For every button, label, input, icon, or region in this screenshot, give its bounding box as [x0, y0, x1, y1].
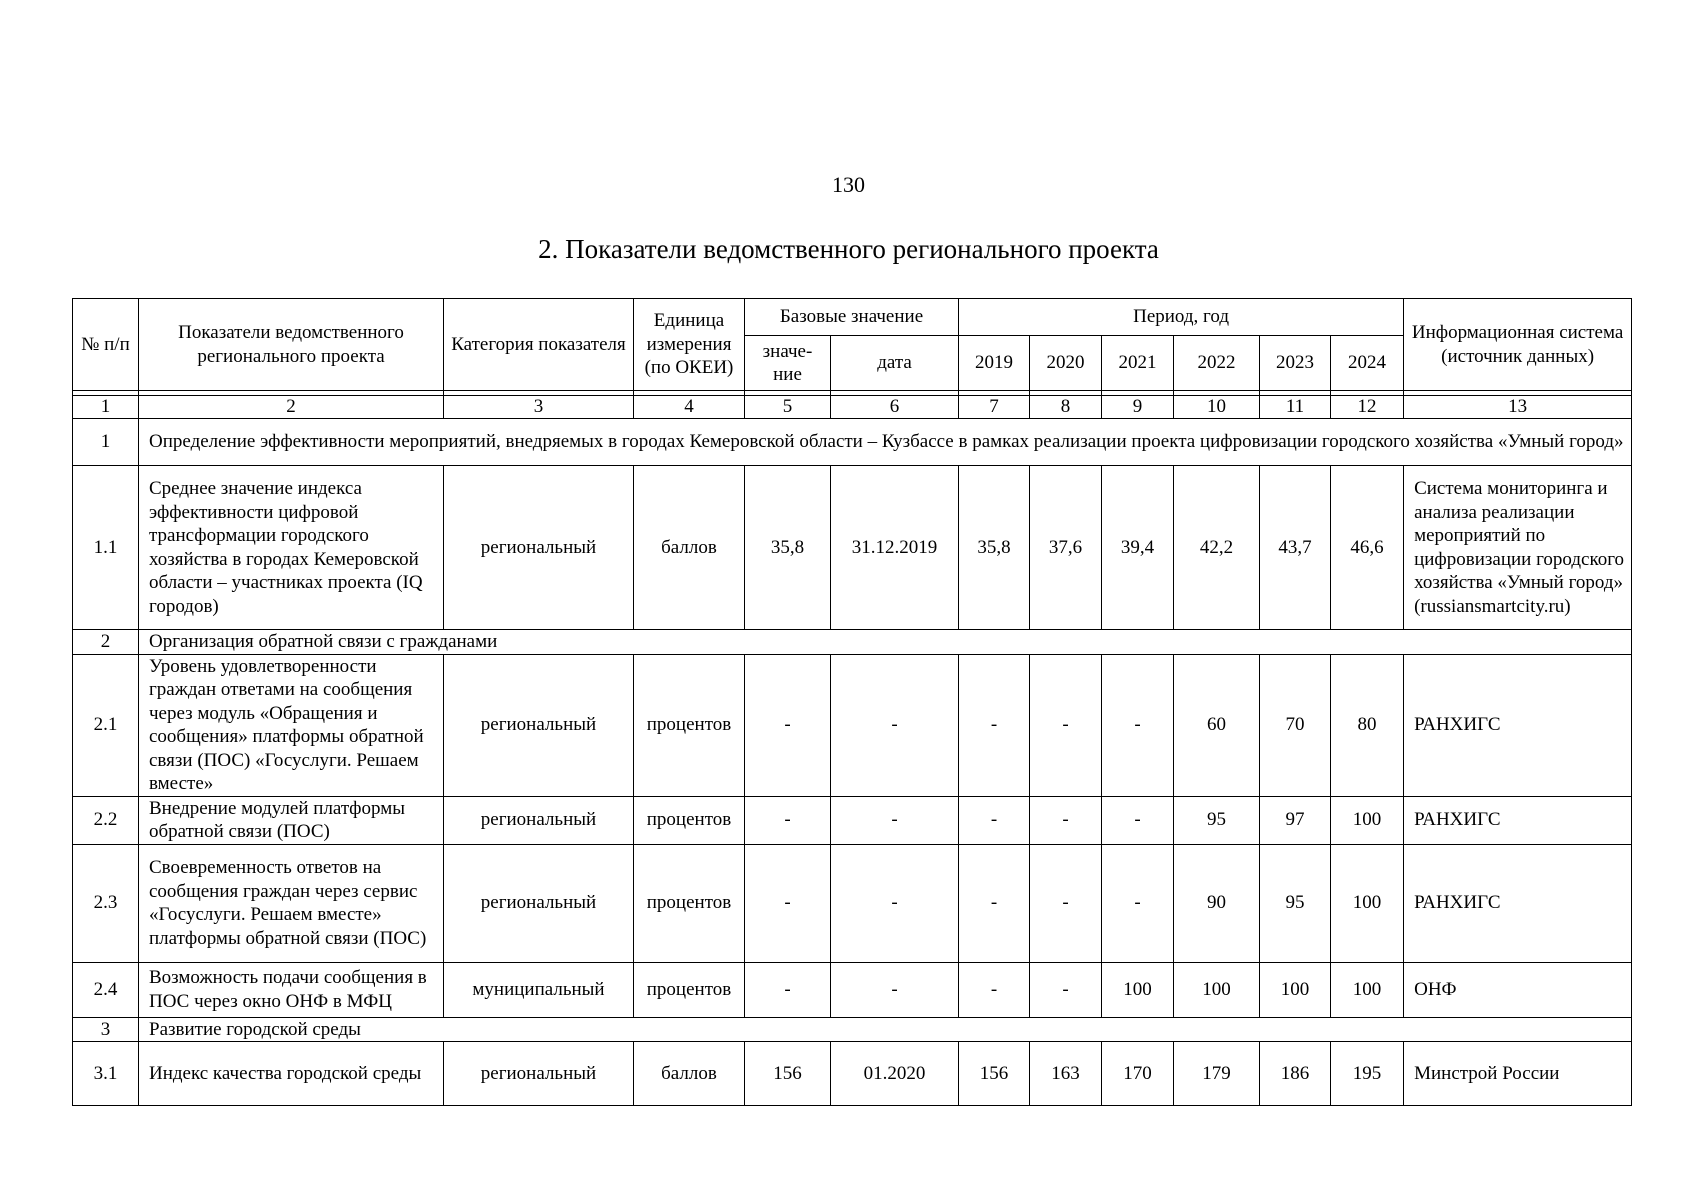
row-year-value: 186 [1260, 1042, 1331, 1106]
row-category: региональный [444, 844, 634, 962]
section-row [73, 419, 1632, 466]
section-num: 3 [73, 1017, 139, 1042]
table-row [73, 466, 1632, 630]
row-base-date: - [831, 654, 959, 796]
row-year-value: 39,4 [1102, 466, 1174, 630]
header-period: Период, год [959, 299, 1404, 336]
header-year: 2019 [959, 336, 1030, 391]
section-title: Организация обратной связи с гражданами [139, 630, 1632, 655]
row-num: 2.1 [73, 654, 139, 796]
row-year-value: 42,2 [1174, 466, 1260, 630]
row-base-value: 35,8 [745, 466, 831, 630]
table-row [73, 962, 1632, 1017]
header-source: Информационная система (источник данных) [1404, 299, 1632, 391]
row-base-value: - [745, 962, 831, 1017]
row-base-date: 31.12.2019 [831, 466, 959, 630]
row-unit: процентов [634, 962, 745, 1017]
header-year: 2024 [1331, 336, 1404, 391]
row-base-date: - [831, 962, 959, 1017]
row-base-value: - [745, 654, 831, 796]
row-source: ОНФ [1404, 962, 1632, 1017]
column-number: 12 [1331, 396, 1404, 419]
row-indicator: Внедрение модулей платформы обратной связи (ПОС) [139, 796, 444, 844]
row-num: 1.1 [73, 466, 139, 630]
column-number: 1 [73, 396, 139, 419]
row-year-value: 170 [1102, 1042, 1174, 1106]
row-category: региональный [444, 1042, 634, 1106]
row-year-value: 43,7 [1260, 466, 1331, 630]
row-num: 2.2 [73, 796, 139, 844]
row-base-value: 156 [745, 1042, 831, 1106]
column-number: 5 [745, 396, 831, 419]
column-number: 13 [1404, 396, 1632, 419]
header-row-1 [73, 299, 1632, 336]
row-base-value: - [745, 844, 831, 962]
row-year-value: 100 [1331, 796, 1404, 844]
column-number: 7 [959, 396, 1030, 419]
row-year-value: 97 [1260, 796, 1331, 844]
column-number: 6 [831, 396, 959, 419]
header-year: 2020 [1030, 336, 1102, 391]
row-unit: процентов [634, 654, 745, 796]
column-number: 11 [1260, 396, 1331, 419]
row-num: 2.4 [73, 962, 139, 1017]
row-year-value: 80 [1331, 654, 1404, 796]
row-year-value: - [1030, 962, 1102, 1017]
section-row [73, 1017, 1632, 1042]
header-base-value: значе-ние [745, 336, 831, 391]
section-title: Развитие городской среды [139, 1017, 1632, 1042]
row-year-value: 100 [1331, 844, 1404, 962]
column-number: 10 [1174, 396, 1260, 419]
section-num: 2 [73, 630, 139, 655]
column-number: 2 [139, 396, 444, 419]
header-unit: Единица измерения (по ОКЕИ) [634, 299, 745, 391]
header-year: 2021 [1102, 336, 1174, 391]
page-number: 130 [832, 172, 865, 197]
indicators-table [72, 298, 1632, 1106]
row-unit: процентов [634, 844, 745, 962]
row-year-value: - [1030, 844, 1102, 962]
row-year-value: - [1102, 796, 1174, 844]
row-year-value: 37,6 [1030, 466, 1102, 630]
row-year-value: 195 [1331, 1042, 1404, 1106]
row-year-value: - [1102, 654, 1174, 796]
column-number: 9 [1102, 396, 1174, 419]
row-year-value: - [1030, 796, 1102, 844]
header-base-date: дата [831, 336, 959, 391]
row-year-value: - [1030, 654, 1102, 796]
section-row [73, 630, 1632, 655]
header-category: Категория показателя [444, 299, 634, 391]
row-indicator: Своевременность ответов на сообщения граждан через сервис «Госуслуги. Решаем вместе» платформы обратной связи (ПОС) [139, 844, 444, 962]
row-source: РАНХИГС [1404, 654, 1632, 796]
row-base-date: 01.2020 [831, 1042, 959, 1106]
section-title: Определение эффективности мероприятий, внедряемых в городах Кемеровской области – Кузбассе в рамках реализации проекта цифровизации городского хозяйства «Умный город» [139, 419, 1632, 466]
row-unit: баллов [634, 466, 745, 630]
row-category: региональный [444, 466, 634, 630]
row-year-value: 90 [1174, 844, 1260, 962]
header-year: 2022 [1174, 336, 1260, 391]
row-year-value: 163 [1030, 1042, 1102, 1106]
header-num: № п/п [73, 299, 139, 391]
row-base-value: - [745, 796, 831, 844]
table-row [73, 1042, 1632, 1106]
row-indicator: Возможность подачи сообщения в ПОС через окно ОНФ в МФЦ [139, 962, 444, 1017]
row-year-value: 46,6 [1331, 466, 1404, 630]
row-year-value: - [959, 796, 1030, 844]
row-num: 2.3 [73, 844, 139, 962]
row-year-value: - [959, 962, 1030, 1017]
row-unit: процентов [634, 796, 745, 844]
row-indicator: Уровень удовлетворенности граждан ответами на сообщения через модуль «Обращения и сообщения» платформы обратной связи (ПОС) «Госуслуги. Решаем вместе» [139, 654, 444, 796]
header-year: 2023 [1260, 336, 1331, 391]
header-indicator: Показатели ведомственного регионального проекта [139, 299, 444, 391]
row-category: региональный [444, 654, 634, 796]
table-row [73, 654, 1632, 796]
row-source: Система мониторинга и анализа реализации мероприятий по цифровизации городского хозяйства «Умный город» (russiansmartcity.ru) [1404, 466, 1632, 630]
header-base: Базовые значение [745, 299, 959, 336]
row-year-value: - [1102, 844, 1174, 962]
row-num: 3.1 [73, 1042, 139, 1106]
row-category: муниципальный [444, 962, 634, 1017]
row-year-value: 35,8 [959, 466, 1030, 630]
row-year-value: - [959, 844, 1030, 962]
row-year-value: 100 [1102, 962, 1174, 1017]
column-numbers-row [73, 396, 1632, 419]
row-year-value: 100 [1174, 962, 1260, 1017]
row-indicator: Индекс качества городской среды [139, 1042, 444, 1106]
row-year-value: 70 [1260, 654, 1331, 796]
row-unit: баллов [634, 1042, 745, 1106]
row-year-value: 100 [1260, 962, 1331, 1017]
table-row [73, 844, 1632, 962]
column-number: 8 [1030, 396, 1102, 419]
row-year-value: 95 [1174, 796, 1260, 844]
row-base-date: - [831, 844, 959, 962]
row-source: РАНХИГС [1404, 844, 1632, 962]
row-base-date: - [831, 796, 959, 844]
row-year-value: 95 [1260, 844, 1331, 962]
row-year-value: 156 [959, 1042, 1030, 1106]
row-source: РАНХИГС [1404, 796, 1632, 844]
section-num: 1 [73, 419, 139, 466]
column-number: 3 [444, 396, 634, 419]
row-source: Минстрой России [1404, 1042, 1632, 1106]
row-year-value: 60 [1174, 654, 1260, 796]
row-indicator: Среднее значение индекса эффективности цифровой трансформации городского хозяйства в городах Кемеровской области – участниках проекта (IQ городов) [139, 466, 444, 630]
row-year-value: 179 [1174, 1042, 1260, 1106]
row-year-value: 100 [1331, 962, 1404, 1017]
row-year-value: - [959, 654, 1030, 796]
column-number: 4 [634, 396, 745, 419]
page-title: 2. Показатели ведомственного регионального проекта [538, 234, 1159, 264]
row-category: региональный [444, 796, 634, 844]
table-row [73, 796, 1632, 844]
